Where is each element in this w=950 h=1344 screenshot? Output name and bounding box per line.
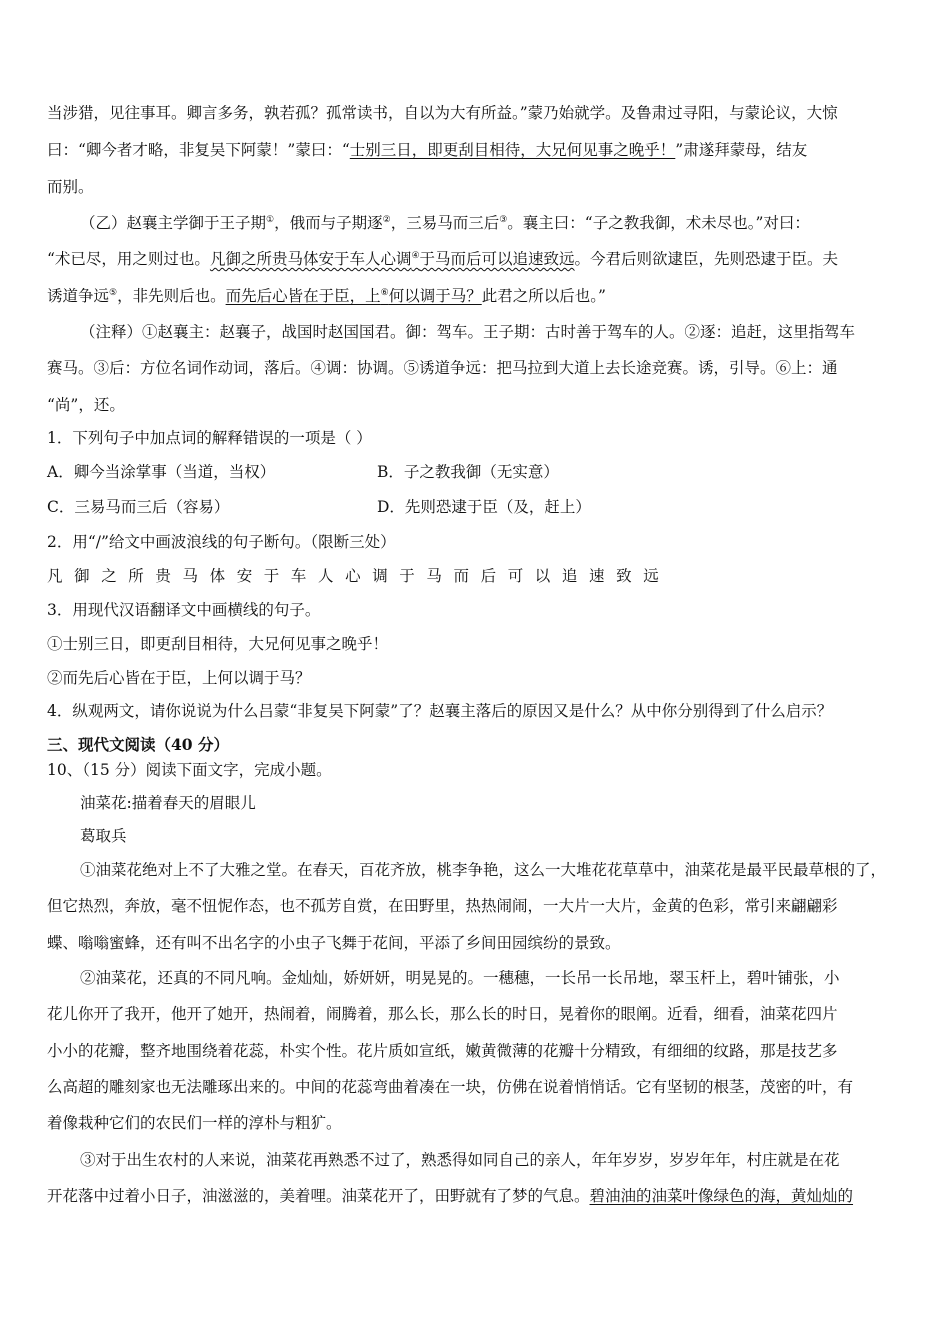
- essay-paragraph-2: 么高超的雕刻家也无法雕琢出来的。中间的花蕊弯曲着凑在一块，仿佛在说着悄悄话。它有坚韧的根茎，茂密的叶，有: [47, 1078, 854, 1096]
- question-3-item-1: ①士别三日，即更刮目相待，大兄何见事之晚乎！: [47, 635, 389, 653]
- passage-b-line: “术已尽，用之则过也。凡御之所贵马体安于车人心调④于马而后可以追速致远。今君后则欲逮臣，先则恐逮于臣。夫: [47, 250, 839, 268]
- essay-paragraph-2: 花儿你开了我开，他开了她开，热闹着，闹腾着，那么长，那么长的时日，晃着你的眼阐。近看，细看，油菜花四片: [47, 1005, 838, 1023]
- option-d: D．先则恐逮于臣（及，赶上）: [377, 498, 591, 516]
- footnote-marker: ⑥: [380, 288, 389, 298]
- essay-paragraph-1: 但它热烈，奔放，毫不忸怩作态，也不孤芳自赏，在田野里，热热闹闹，一大片一大片，金黄的色彩，常引来翩翩彩: [47, 897, 838, 915]
- passage-b-line: 诱道争远⑤，非先则后也。而先后心皆在于臣，上⑥何以调于马？此君之所以后也。”: [47, 287, 606, 305]
- question-3: 3．用现代汉语翻译文中画横线的句子。: [47, 601, 321, 619]
- essay-paragraph-3: ③对于出生农村的人来说，油菜花再熟悉不过了，熟悉得如同自己的亲人，年年岁岁，岁岁年年，村庄就是在花: [80, 1151, 840, 1169]
- passage-a-line: 而别。: [47, 178, 94, 196]
- notes-line: “尚”，还。: [47, 396, 125, 414]
- essay-author: 葛取兵: [80, 827, 127, 845]
- footnote-marker: ②: [382, 215, 391, 225]
- footnote-marker: ⑤: [109, 288, 118, 298]
- underlined-sentence-2: 而先后心皆在于臣，上⑥何以调于马？: [225, 287, 482, 305]
- essay-paragraph-2: 小小的花瓣，整齐地围绕着花蕊，朴实个性。花片质如宣纸，嫩黄微薄的花瓣十分精致，有细细的纹路，那是技艺多: [47, 1042, 838, 1060]
- underlined-sentence-3: 碧油油的油菜叶像绿色的海，黄灿灿的: [589, 1187, 854, 1205]
- option-a: A．卿今当涂掌事（当道，当权）: [47, 463, 276, 481]
- option-c: C．三易马而三后（容易）: [47, 498, 230, 516]
- essay-paragraph-1: 蝶、嗡嗡蜜蜂，还有叫不出名字的小虫子飞舞于花间，平添了乡间田园缤纷的景致。: [47, 934, 621, 952]
- notes-line: 赛马。③后：方位名词作动词，落后。④调：协调。⑤诱道争远：把马拉到大道上去长途竞赛。诱，引导。⑥上：通: [47, 359, 838, 377]
- passage-a-line: 当涉猎，见往事耳。卿言多务，孰若孤？孤常读书，自以为大有所益。”蒙乃始就学。及鲁肃过寻阳，与蒙论议，大惊: [47, 104, 838, 122]
- question-1: 1．下列句子中加点词的解释错误的一项是（ ）: [47, 429, 372, 447]
- passage-b-line: （乙）赵襄主学御于王子期①，俄而与子期逐②，三易马而三后③。襄主曰：“子之教我御，术未尽也。”对曰：: [80, 214, 810, 232]
- wavy-underlined-sentence: 凡御之所贵马体安于车人心调④于马而后可以追速致远: [209, 250, 575, 268]
- question-10: 10、（15 分）阅读下面文字，完成小题。: [47, 761, 332, 779]
- footnote-marker: ③: [499, 215, 508, 225]
- essay-paragraph-2: 着像栽种它们的农民们一样的淳朴与粗犷。: [47, 1114, 342, 1132]
- footnote-marker: ④: [411, 251, 420, 261]
- essay-paragraph-2: ②油菜花，还真的不同凡响。金灿灿，娇妍妍，明晃晃的。一穗穗，一长吊一长吊地，翠玉杆上，碧叶铺张，小: [80, 969, 840, 987]
- option-b: B．子之教我御（无实意）: [377, 463, 559, 481]
- essay-title: 油菜花:描着春天的眉眼儿: [80, 794, 256, 812]
- essay-paragraph-1: ①油菜花绝对上不了大雅之堂。在春天，百花齐放，桃李争艳，这么一大堆花花草草中，油菜花是最平民最草根的了，: [80, 861, 887, 879]
- footnote-marker: ①: [266, 215, 275, 225]
- question-3-item-2: ②而先后心皆在于臣，上何以调于马？: [47, 669, 311, 687]
- notes-line: （注释）①赵襄主：赵襄子，战国时赵国国君。御：驾车。王子期：古时善于驾车的人。②逐：追赶，这里指驾车: [80, 323, 856, 341]
- essay-paragraph-3: 开花落中过着小日子，油滋滋的，美着哩。油菜花开了，田野就有了梦的气息。碧油油的油菜叶像绿色的海，黄灿灿的: [47, 1187, 854, 1205]
- section-heading: 三、现代文阅读（40 分）: [47, 735, 229, 754]
- question-4: 4．纵观两文，请你说说为什么吕蒙“非复吴下阿蒙”了？赵襄主落后的原因又是什么？从中你分别得到了什么启示？: [47, 702, 833, 720]
- question-2: 2．用“/”给文中画波浪线的句子断句。（限断三处）: [47, 533, 396, 551]
- underlined-sentence-1: 士别三日，即更刮目相待，大兄何见事之晚乎！: [349, 141, 676, 159]
- passage-a-line: 曰：“卿今者才略，非复吴下阿蒙！”蒙曰：“士别三日，即更刮目相待，大兄何见事之晚乎！”肃遂拜蒙母，结友: [47, 141, 808, 159]
- question-2-sentence: 凡御之所贵马体安于车人心调于马而后可以追速致远: [47, 567, 671, 585]
